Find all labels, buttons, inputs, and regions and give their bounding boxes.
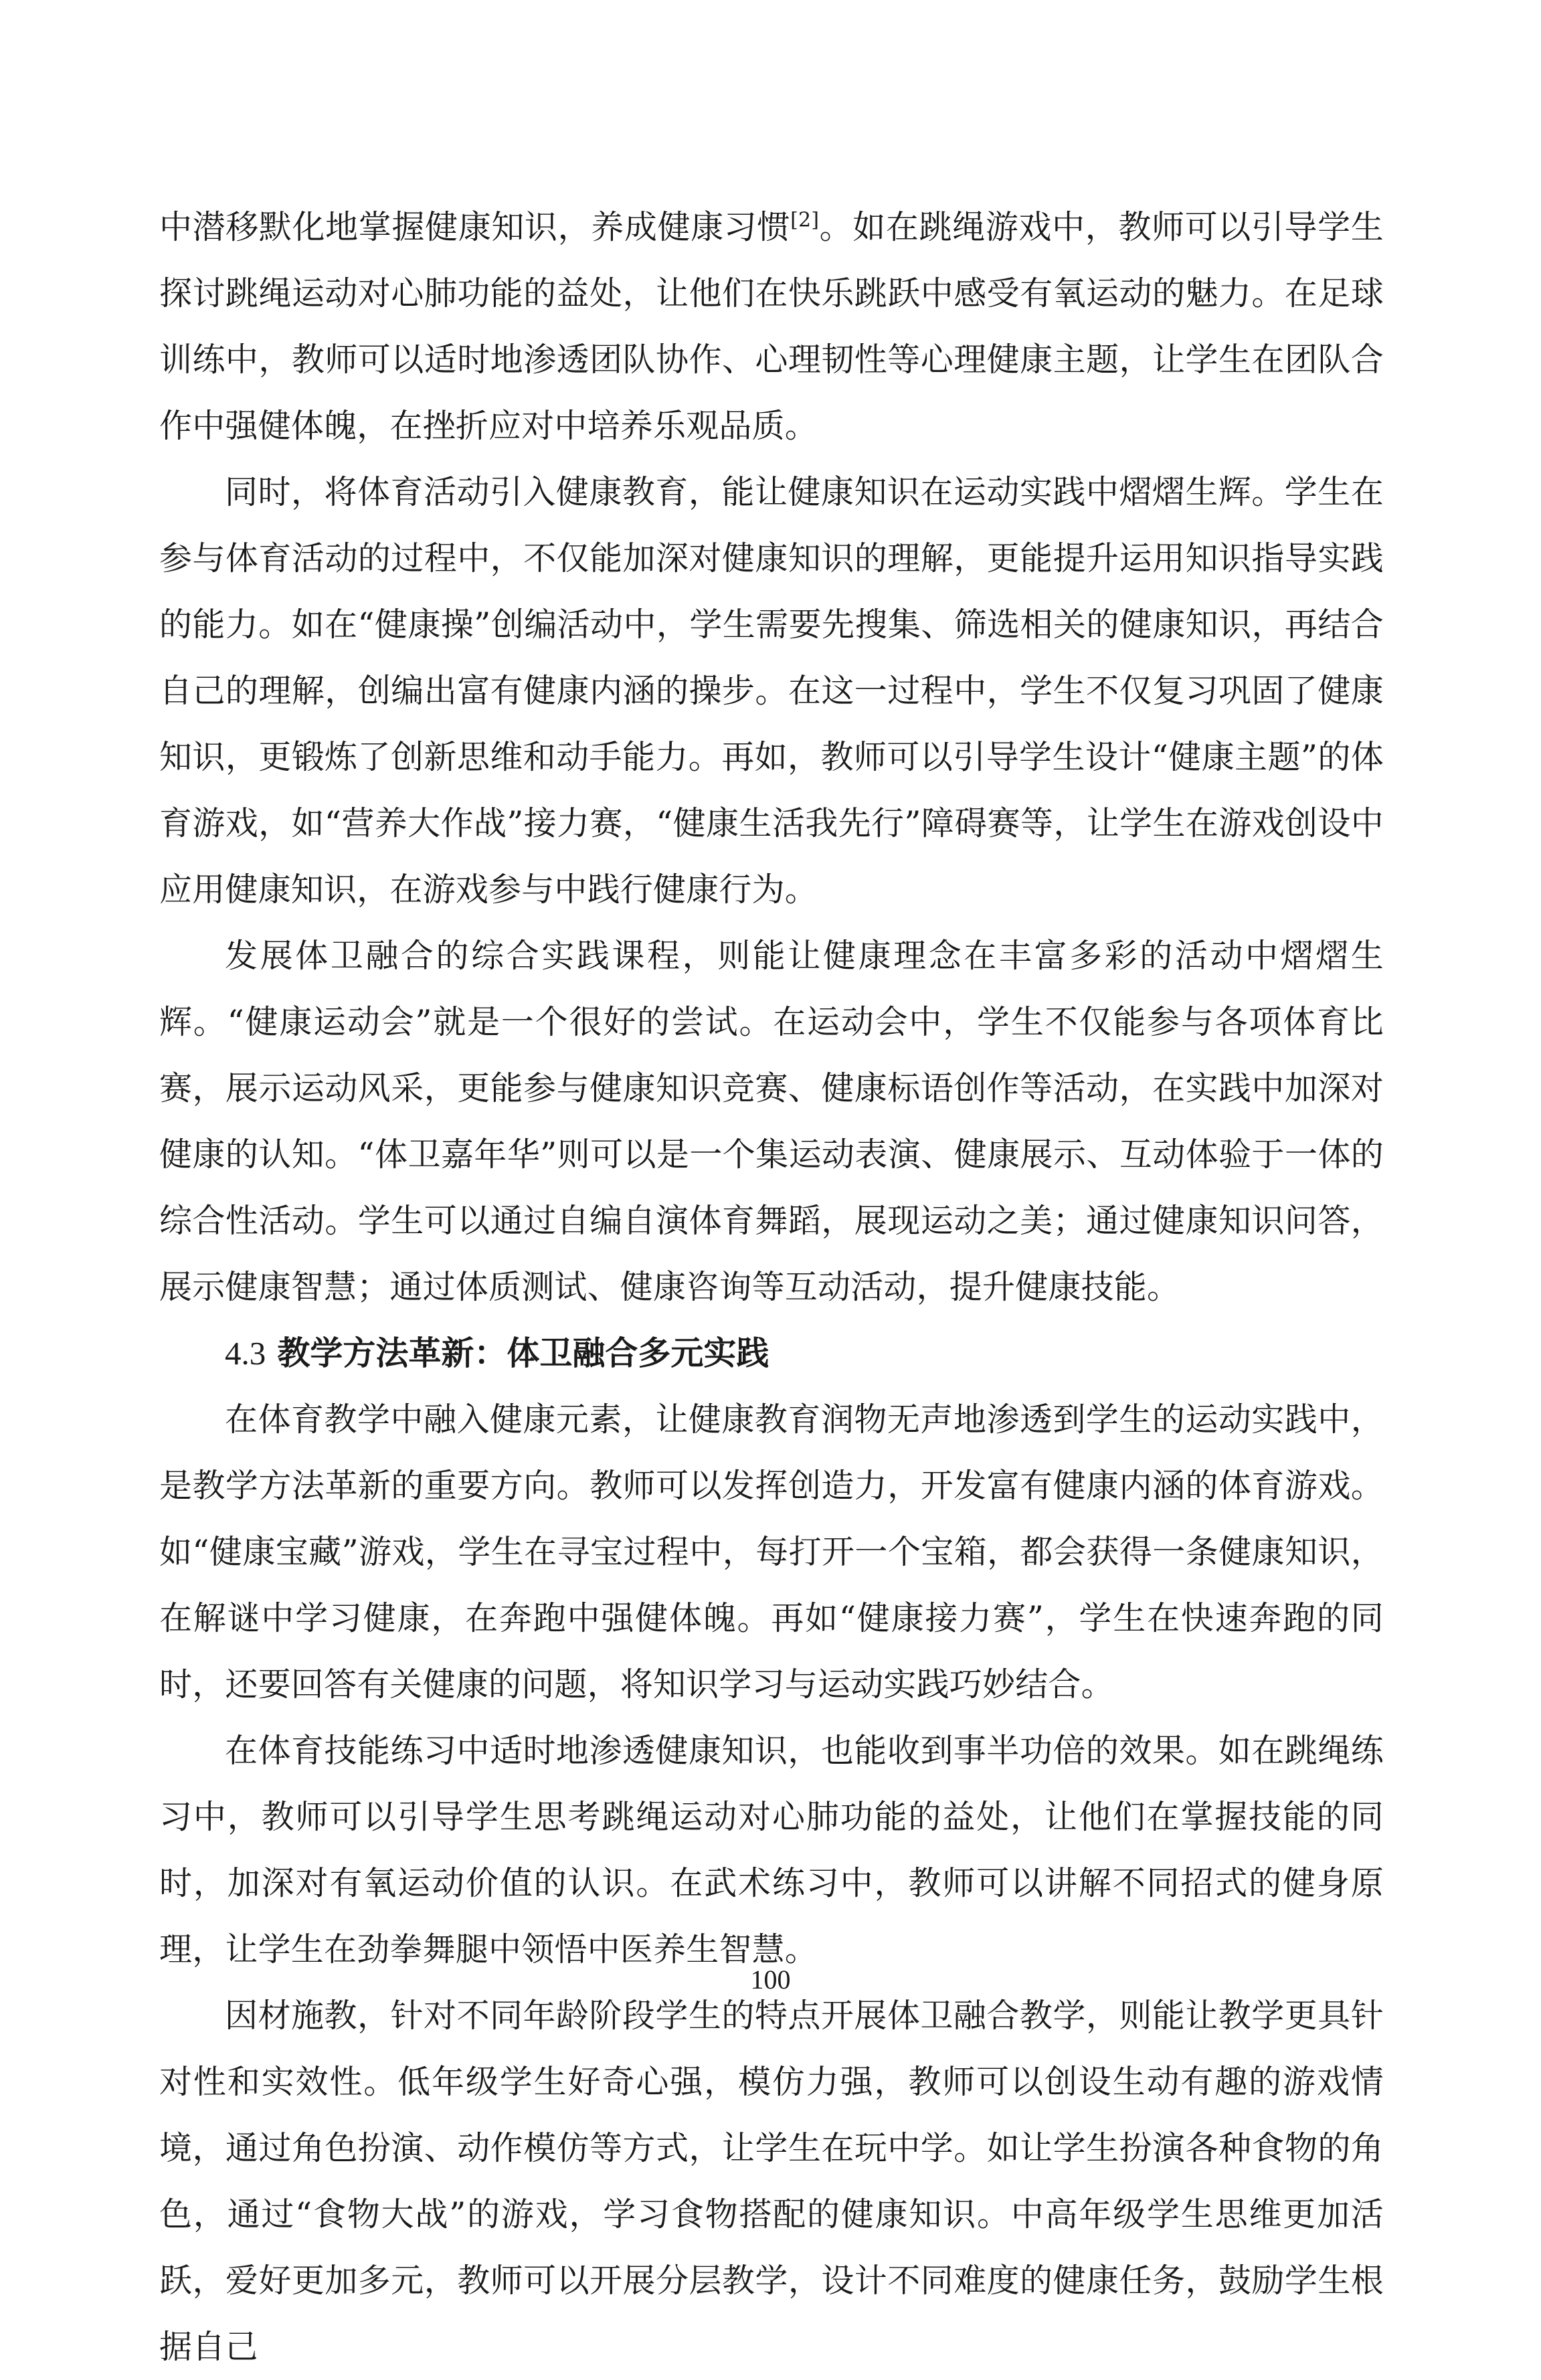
paragraph: 同时，将体育活动引入健康教育，能让健康知识在运动实践中熠熠生辉。学生在参与体育活动的过程中，不仅能加深对健康知识的理解，更能提升运用知识指导实践的能力。如在“健康操”创编活动中，学生需要先搜集、筛选相关的健康知识，再结合自己的理解，创编出富有健康内涵的操步。在这一过程中，学生不仅复习巩固了健康知识，更锻炼了创新思维和动手能力。再如，教师可以引导学生设计“健康主题”的体育游戏，如“营养大作战”接力赛，“健康生活我先行”障碍赛等，让学生在游戏创设中应用健康知识，在游戏参与中践行健康行为。 [159,473,1384,909]
section-title: 教学方法革新：体卫融合多元实践 [277,1334,769,1372]
body-text [159,194,1384,2380]
section-number: 4.3 [225,1335,266,1372]
page-number: 100 [750,1964,791,1995]
paragraph: 在体育教学中融入健康元素，让健康教育润物无声地渗透到学生的运动实践中，是教学方法革新的重要方向。教师可以发挥创造力，开发富有健康内涵的体育游戏。如“健康宝藏”游戏，学生在寻宝过程中，每打开一个宝箱，都会获得一条健康知识，在解谜中学习健康，在奔跑中强健体魄。再如“健康接力赛”，学生在快速奔跑的同时，还要回答有关健康的问题，将知识学习与运动实践巧妙结合。 [159,1400,1384,1704]
paragraph: 发展体卫融合的综合实践课程，则能让健康理念在丰富多彩的活动中熠熠生辉。“健康运动会”就是一个很好的尝试。在运动会中，学生不仅能参与各项体育比赛，展示运动风采，更能参与健康知识竞赛、健康标语创作等活动，在实践中加深对健康的认知。“体卫嘉年华”则可以是一个集运动表演、健康展示、互动体验于一体的综合性活动。学生可以通过自编自演体育舞蹈，展现运动之美；通过健康知识问答，展示健康智慧；通过体质测试、健康咨询等互动活动，提升健康技能。 [159,937,1384,1306]
paragraph-text: 中潜移默化地掌握健康知识，养成健康习惯 [159,208,791,246]
citation-marker: [2] [790,208,820,232]
paragraph-text: 。如在跳绳游戏中，教师可以引导学生探讨跳绳运动对心肺功能的益处，让他们在快乐跳跃中感受有氧运动的魅力。在足球训练中，教师可以适时地渗透团队协作、心理韧性等心理健康主题，让学生在团队合作中强健体魄，在挫折应对中培养乐观品质。 [159,208,1384,445]
section-heading [159,1320,1384,1386]
paragraph: 在体育技能练习中适时地渗透健康知识，也能收到事半功倍的效果。如在跳绳练习中，教师可以引导学生思考跳绳运动对心肺功能的益处，让他们在掌握技能的同时，加深对有氧运动价值的认识。在武术练习中，教师可以讲解不同招式的健身原理，让学生在劲拳舞腿中领悟中医养生智慧。 [159,1732,1384,1969]
paragraph-continued [159,194,1384,459]
paragraph: 因材施教，针对不同年龄阶段学生的特点开展体卫融合教学，则能让教学更具针对性和实效性。低年级学生好奇心强，模仿力强，教师可以创设生动有趣的游戏情境，通过角色扮演、动作模仿等方式，让学生在玩中学。如让学生扮演各种食物的角色，通过“食物大战”的游戏，学习食物搭配的健康知识。中高年级学生思维更加活跃，爱好更加多元，教师可以开展分层教学，设计不同难度的健康任务，鼓励学生根据自己 [159,1997,1384,2366]
